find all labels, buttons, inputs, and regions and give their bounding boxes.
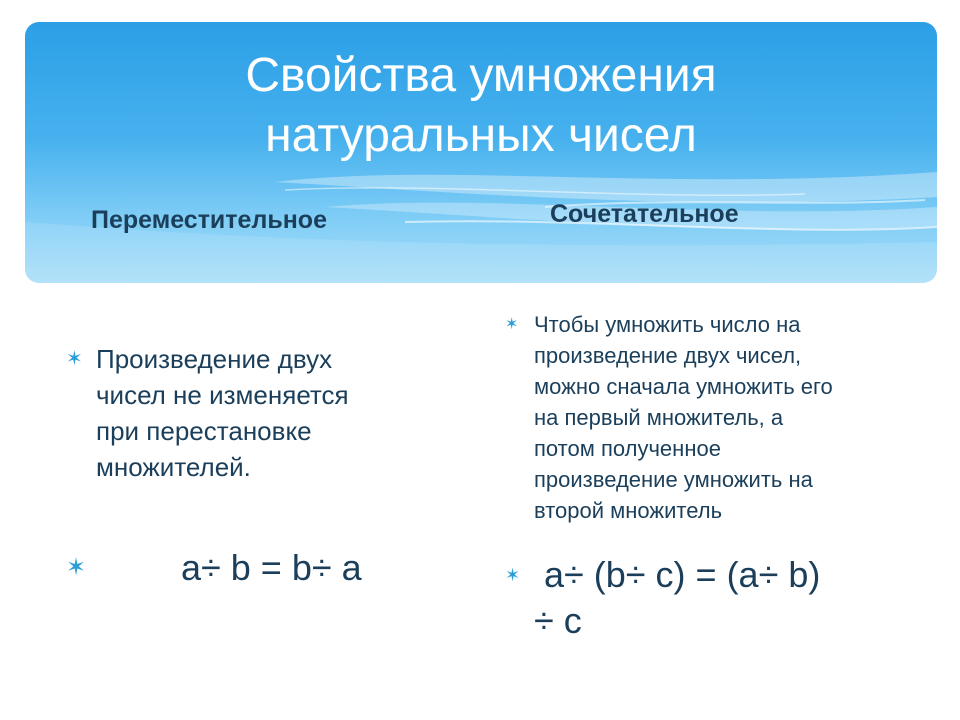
text-line: Чтобы умножить число на xyxy=(534,312,801,337)
text-line: второй множитель xyxy=(534,498,723,523)
bullet-commutative-formula xyxy=(66,546,426,590)
formula-text xyxy=(534,552,925,644)
text-line: произведение умножить на xyxy=(534,467,813,492)
text-line: чисел не изменяется xyxy=(96,380,349,410)
slide-title xyxy=(25,46,937,166)
title-line-1: Свойства умножения xyxy=(245,49,717,102)
title-banner xyxy=(25,22,937,283)
text-line: a÷ b = b÷ a xyxy=(181,547,362,588)
text-line: ÷ c xyxy=(534,600,582,641)
formula-text xyxy=(181,546,426,590)
bullet-text xyxy=(96,341,426,485)
bullet-associative-formula xyxy=(505,552,925,644)
star-bullet-icon: ✶ xyxy=(66,554,87,581)
star-bullet-icon: ✶ xyxy=(66,348,83,370)
star-bullet-icon: ✶ xyxy=(505,316,519,333)
text-line: произведение двух чисел, xyxy=(534,343,802,368)
heading-commutative: Переместительное xyxy=(91,206,327,234)
bullet-text xyxy=(534,309,925,526)
text-line: множителей. xyxy=(96,452,251,482)
bullet-commutative-definition xyxy=(66,341,426,485)
title-line-2: натуральных чисел xyxy=(265,109,697,162)
text-line: на первый множитель, а xyxy=(534,405,784,430)
text-line: Произведение двух xyxy=(96,344,333,374)
bullet-associative-definition xyxy=(505,309,925,526)
text-line: при перестановке xyxy=(96,416,312,446)
star-bullet-icon: ✶ xyxy=(505,565,521,585)
heading-associative: Сочетательное xyxy=(550,200,739,228)
text-line: a÷ (b÷ c) = (a÷ b) xyxy=(534,554,821,595)
text-line: потом полученное xyxy=(534,436,721,461)
text-line: можно сначала умножить его xyxy=(534,374,833,399)
